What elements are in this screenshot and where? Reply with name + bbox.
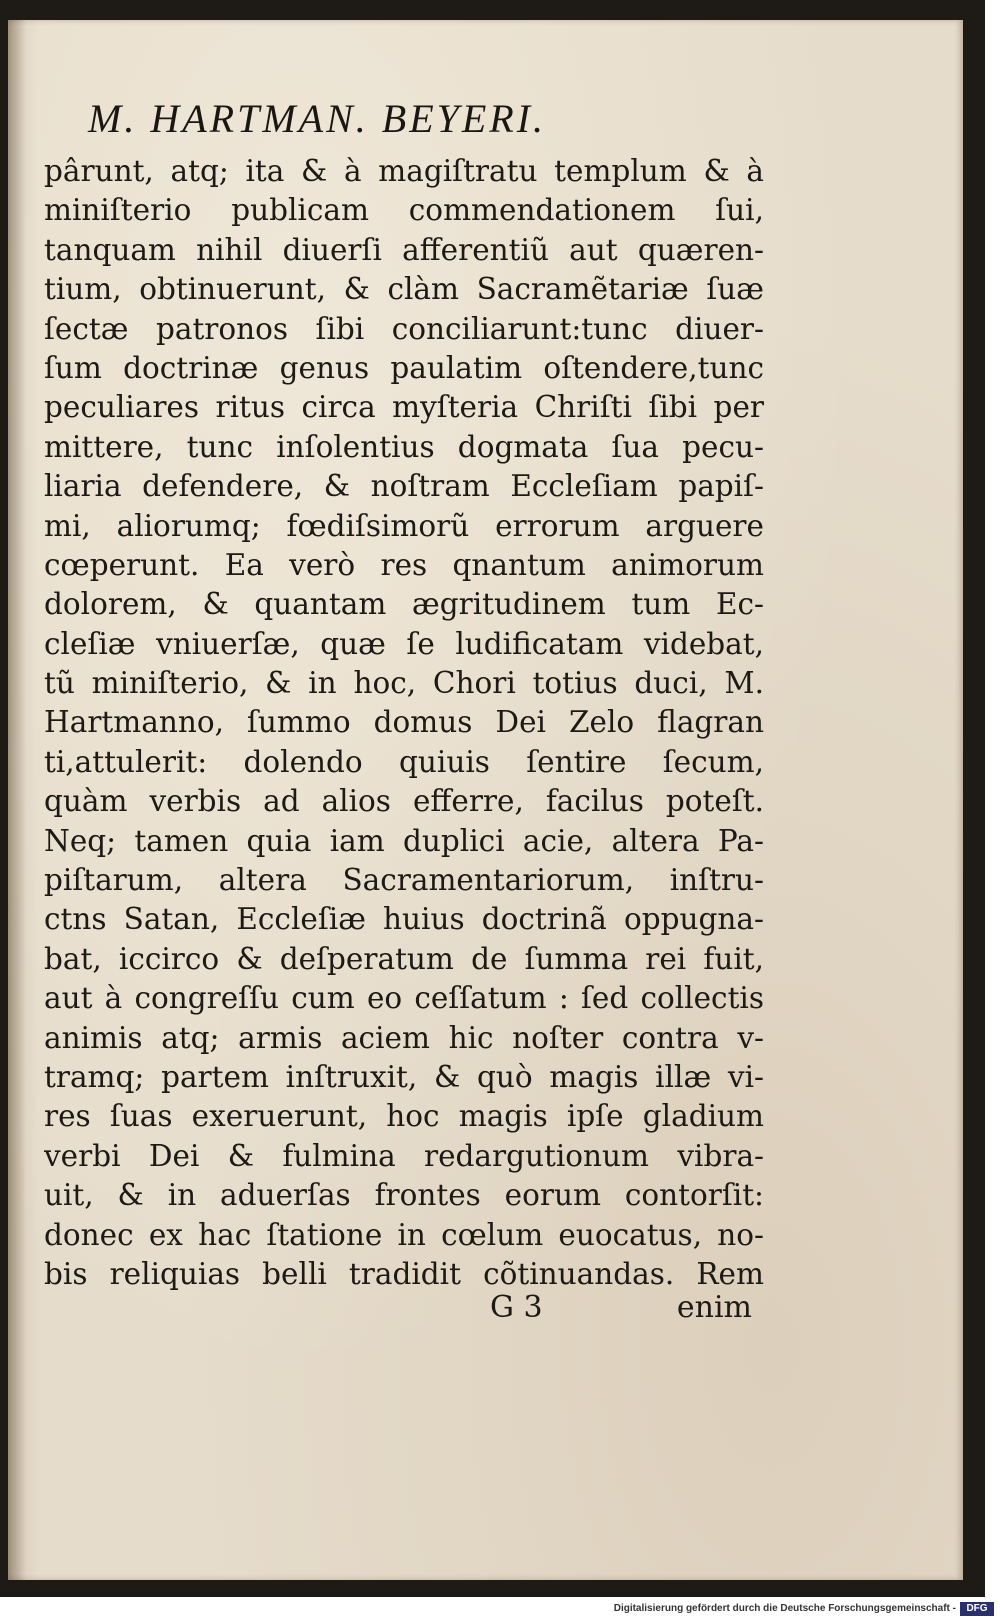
text-line: miniſterio publicam commendationem ſui, [44,193,764,228]
page-footer [490,1290,752,1330]
text-line: bat, iccirco & deſperatum de ſumma rei fuit, [44,941,764,976]
text-line: liaria defendere, & noſtram Eccleſiam papiſ- [44,469,764,504]
text-line: cœperunt. Ea verò res qnantum animorum [44,547,764,582]
text-line: ti,attulerit: dolendo quiuis ſentire ſecum, [44,744,764,779]
text-line: ctns Satan, Eccleſiæ huius doctrinã oppugna- [44,902,764,937]
text-line: tanquam nihil diuerſi afferentiũ aut quæren- [44,232,764,267]
text-line: Neq; tamen quia iam duplici acie, altera Pa- [44,823,764,858]
text-line: dolorem, & quantam ægritudinem tum Ec- [44,587,764,622]
text-line: quàm verbis ad alios efferre, facilus poteſt. [44,784,764,819]
digitization-footer [0,1597,1000,1623]
text-line: verbi Dei & fulmina redargutionum vibra- [44,1138,764,1173]
text-line: ſum doctrinæ genus paulatim oſtendere,tunc [44,350,764,385]
text-line: uit, & in aduerſas frontes eorum contorſit: [44,1178,764,1213]
text-line: tramq; partem inſtruxit, & quò magis illæ vi- [44,1059,764,1094]
text-line: res ſuas exeruerunt, hoc magis ipſe gladium [44,1099,764,1134]
text-line: mi, aliorumq; fœdiſsimorũ errorum arguere [44,508,764,543]
catchword: enim [676,1290,752,1325]
text-line: bis reliquias belli tradidit cõtinuandas. Rem [44,1256,764,1291]
dfg-logo: DFG [960,1602,994,1616]
text-line: peculiares ritus circa myſteria Chriſti ſibi per [44,390,764,425]
text-line: piſtarum, altera Sacramentariorum, inſtru- [44,863,764,898]
text-line: tũ miniſterio, & in hoc, Chori totius duci, M. [44,666,764,701]
body-text [44,152,764,1294]
text-line: Hartmanno, ſummo domus Dei Zelo flagran [44,705,764,740]
gutter-shadow [8,20,26,1580]
signature-mark: G 3 [490,1290,543,1325]
text-line: animis atq; armis aciem hic noſter contra v- [44,1020,764,1055]
text-line: tium, obtinuerunt, & clàm Sacramẽtariæ ſuæ [44,272,764,307]
text-line: donec ex hac ſtatione in cœlum euocatus, no- [44,1217,764,1252]
text-line: aut à congreſſu cum eo ceſſatum : ſed collectis [44,981,764,1016]
running-head: M. HARTMAN. BEYERI. [88,96,547,141]
text-line: ſectæ patronos ſibi conciliarunt:tunc diuer- [44,311,764,346]
funding-credit: Digitalisierung gefördert durch die Deutsche Forschungsgemeinschaft - [613,1603,956,1614]
text-line: pârunt, atq; ita & à magiſtratu templum & à [44,154,764,188]
text-line: cleſiæ vniuerſæ, quæ ſe ludificatam videbat, [44,626,764,661]
text-line: mittere, tunc inſolentius dogmata ſua pecu- [44,429,764,464]
